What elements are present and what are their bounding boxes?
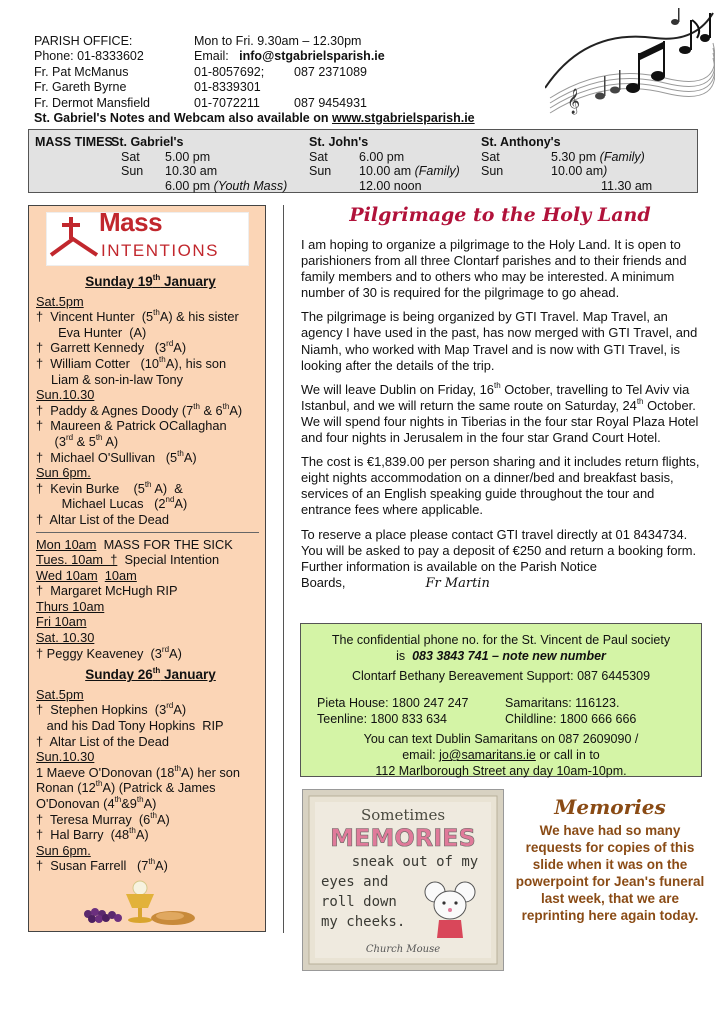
priest-mobile: 087 2371089: [294, 64, 367, 79]
logo-mass-text: Mass: [99, 207, 163, 237]
intention-item: † Margaret McHugh RIP: [36, 583, 178, 599]
intention-item: and his Dad Tony Hopkins RIP: [36, 718, 224, 734]
mass-times-label: MASS TIMES: [35, 135, 113, 149]
memories-slide-image: [302, 789, 504, 971]
intention-item: 1 Maeve O'Donovan (18thA) her son: [36, 763, 241, 780]
intention-slot: Sun 6pm.: [36, 465, 91, 481]
intention-item: Eva Hunter (A): [51, 324, 147, 340]
bethany-line: Clontarf Bethany Bereavement Support: 087 6445309: [351, 669, 651, 684]
office-email-link[interactable]: info@stgabrielsparish.ie: [239, 49, 385, 64]
church-name: St. Gabriel's: [111, 135, 184, 149]
mass-times-bar: [28, 129, 698, 193]
mass-day: Sun: [121, 164, 144, 178]
intention-slot: Sat. 10.30: [36, 630, 95, 646]
office-phone: Phone: 01-8333602: [34, 49, 144, 64]
intention-item: † Susan Farrell (7thA): [36, 857, 168, 874]
webcam-notes: St. Gabriel's Notes and Webcam also available on: [34, 111, 329, 126]
slide-text: eyes and: [321, 874, 389, 890]
slide-text: sneak out of my: [351, 854, 479, 870]
email-label: Email:: [194, 49, 229, 64]
church-name: St. Anthony's: [481, 135, 561, 149]
mass-note: (Family): [599, 149, 645, 164]
column-divider: [283, 205, 284, 933]
priest-phone: 01-8057692;: [194, 64, 265, 79]
intention-item: † Teresa Murray (6thA): [36, 810, 170, 827]
support-contacts-box: [300, 623, 702, 777]
intention-slot: Sun 6pm.: [36, 842, 91, 858]
logo-intentions-text: INTENTIONS: [101, 241, 219, 260]
mass-day: Sun: [309, 164, 332, 178]
svp-is: is: [396, 649, 406, 664]
intention-item: † Paddy & Agnes Doody (7th & 6thA): [36, 401, 243, 418]
intention-item: † Maureen & Patrick OCallaghan: [36, 418, 227, 434]
intention-slot: Sun.10.30: [36, 749, 95, 765]
pilgrimage-paragraph: [301, 527, 701, 592]
priest-mobile: 087 9454931: [294, 95, 367, 110]
mass-day: Sat: [121, 149, 140, 164]
address-line: 112 Marlborough Street any day 10am-10pm.: [375, 764, 627, 779]
svg-text:𝄞: 𝄞: [567, 89, 581, 114]
pilgrimage-article: [301, 237, 701, 592]
intention-item: Ronan (12thA) (Patrick & James: [36, 779, 216, 796]
memories-title: Memories: [554, 795, 666, 819]
priest-name: Fr. Gareth Byrne: [34, 80, 127, 95]
pilgrimage-title: Pilgrimage to the Holy Land: [349, 204, 651, 226]
mass-time: 6.00 pm: [359, 149, 405, 164]
mass-intentions-logo: [46, 207, 249, 266]
intention-item: † Michael O'Sullivan (5thA): [36, 448, 197, 465]
intention-item: † Peggy Keaveney (3rdA): [36, 644, 182, 661]
intention-slot: Sat.5pm: [36, 686, 84, 702]
sunday-26th-heading: Sunday 26th January: [85, 666, 216, 683]
intention-slot: Fri 10am: [36, 614, 87, 630]
sunday-19th-heading: Sunday 19th January: [85, 273, 216, 289]
mass-day: Sun: [481, 164, 504, 178]
priest-phone: 01-7072211: [194, 95, 260, 110]
samaritans-email-link[interactable]: jo@samaritans.ie: [439, 748, 536, 763]
slide-text: roll down: [321, 894, 397, 910]
booking-text: To reserve a place please contact GTI travel directly at 01 8434734. You will be asked to pay a deposit of €250 and return a booking form. Further information is available on the Parish Notice Boards,: [301, 526, 697, 590]
memories-text: We have had so many requests for copies of this slide when it was on the powerpoint for Jean's funeral last week, that we are reprinting here again today.: [515, 823, 705, 923]
intention-item: † William Cotter (10thA), his son: [36, 354, 227, 371]
pieta-line: Pieta House: 1800 247 247: [317, 695, 469, 710]
mass-time: 10.00 am: [359, 164, 412, 178]
slide-text: MEMORIES: [330, 824, 476, 852]
mass-note: (Youth Mass): [213, 178, 288, 193]
intention-item: Liam & son-in-law Tony: [51, 371, 184, 387]
slide-text: my cheeks.: [321, 914, 406, 930]
mass-time: 11.30 am: [601, 178, 653, 193]
parish-office-header: [34, 34, 544, 126]
intention-item: Mon 10am MASS FOR THE SICK: [36, 536, 233, 552]
slide-text: Sometimes: [360, 806, 446, 824]
childline-line: Childline: 1800 666 666: [505, 711, 637, 726]
mass-note: ): [603, 164, 608, 178]
intention-item: † Altar List of the Dead: [36, 511, 170, 527]
pilgrimage-paragraph: The cost is €1,839.00 per person sharing and it includes return flights, eight nights accommodation on a dinner/bed and breakfast basis, services of an English speaking guide throughout the tour and entrance fees where applicable.: [301, 454, 700, 518]
samaritans-line: Samaritans: 116123.: [505, 695, 620, 710]
email-post: or call in to: [539, 748, 600, 763]
pilgrimage-paragraph: We will leave Dublin on Friday, 16th October, travelling to Tel Aviv via Istanbul, and we will return the same route on Saturday, 24th October. We will spend four nights in Tiberias in the four star Royal Plaza Hotel and four nights in Jerusalem in the four star Grand Court Hotel.: [301, 380, 699, 446]
mass-time: 10.00 am: [551, 164, 604, 178]
intention-slot: Thurs 10am: [36, 598, 105, 614]
office-hours: Mon to Fri. 9.30am – 12.30pm: [194, 34, 362, 48]
website-link[interactable]: www.stgabrielsparish.ie: [332, 111, 475, 126]
intention-slot: Sat.5pm: [36, 293, 84, 309]
mass-time: 10.30 am: [165, 164, 218, 178]
mass-day: Sat: [481, 149, 500, 164]
divider: [36, 532, 259, 533]
intention-item: † Garrett Kennedy (3rdA): [36, 339, 187, 356]
chalice-bread-grapes-illustration: [78, 880, 198, 926]
text-samaritans-line: You can text Dublin Samaritans on 087 2609090 /: [363, 732, 639, 747]
church-name: St. John's: [309, 135, 369, 149]
intention-item: † Kevin Burke (5th A) &: [36, 479, 183, 496]
mass-day: Sat: [309, 149, 328, 164]
mass-intentions-panel: [28, 205, 266, 932]
priest-phone: 01-8339301: [194, 80, 261, 95]
pilgrimage-paragraph: The pilgrimage is being organized by GTI Travel. Map Travel, an agency I have used in the past, has now merged with GTI Travel, and Niamh, who worked with Map Travel and is now with GTI Travel, is looking after the details of the trip.: [301, 309, 698, 373]
office-label: PARISH OFFICE:: [34, 34, 133, 48]
intention-slot: Sun.10.30: [36, 387, 95, 403]
church-roof-cross-icon: [49, 215, 99, 265]
church-mouse-slide: [303, 790, 503, 970]
signature: Fr Martin: [425, 575, 490, 591]
mass-note: (Family): [414, 164, 460, 178]
intention-item: Tues. 10am † Special Intention: [36, 552, 220, 568]
mass-time: 6.00 pm: [165, 178, 211, 193]
intention-item: † Stephen Hopkins (3rdA): [36, 701, 187, 718]
slide-brand: Church Mouse: [365, 944, 441, 955]
svp-number: 083 3843 741 – note new number: [412, 649, 606, 664]
intention-item: Wed 10am 10am: [36, 567, 137, 583]
intention-item: (3rd & 5th A): [51, 432, 119, 449]
teenline-line: Teenline: 1800 833 634: [317, 711, 447, 726]
pilgrimage-paragraph: I am hoping to organize a pilgrimage to the Holy Land. It is open to parishioners from all three Clontarf parishes and to their friends and family members and to others who may be interested. A minimum number of 30 is required for the pilgrimage to go ahead.: [301, 237, 687, 301]
intention-item: † Vincent Hunter (5thA) & his sister: [36, 308, 239, 325]
email-label: email:: [402, 748, 436, 763]
music-notes-illustration: [545, 8, 715, 120]
intention-item: O'Donovan (4th&9thA): [36, 795, 157, 811]
priest-name: Fr. Pat McManus: [34, 64, 129, 79]
priest-name: Fr. Dermot Mansfield: [34, 95, 151, 110]
mass-time: 12.00 noon: [359, 178, 422, 193]
mass-time: 5.30 pm: [551, 149, 597, 164]
intention-item: Michael Lucas (2ndA): [51, 495, 188, 512]
svp-line: The confidential phone no. for the St. Vincent de Paul society: [331, 633, 671, 647]
mass-time: 5.00 pm: [165, 149, 211, 164]
intention-item: † Altar List of the Dead: [36, 733, 170, 749]
intention-item: † Hal Barry (48thA): [36, 826, 149, 843]
